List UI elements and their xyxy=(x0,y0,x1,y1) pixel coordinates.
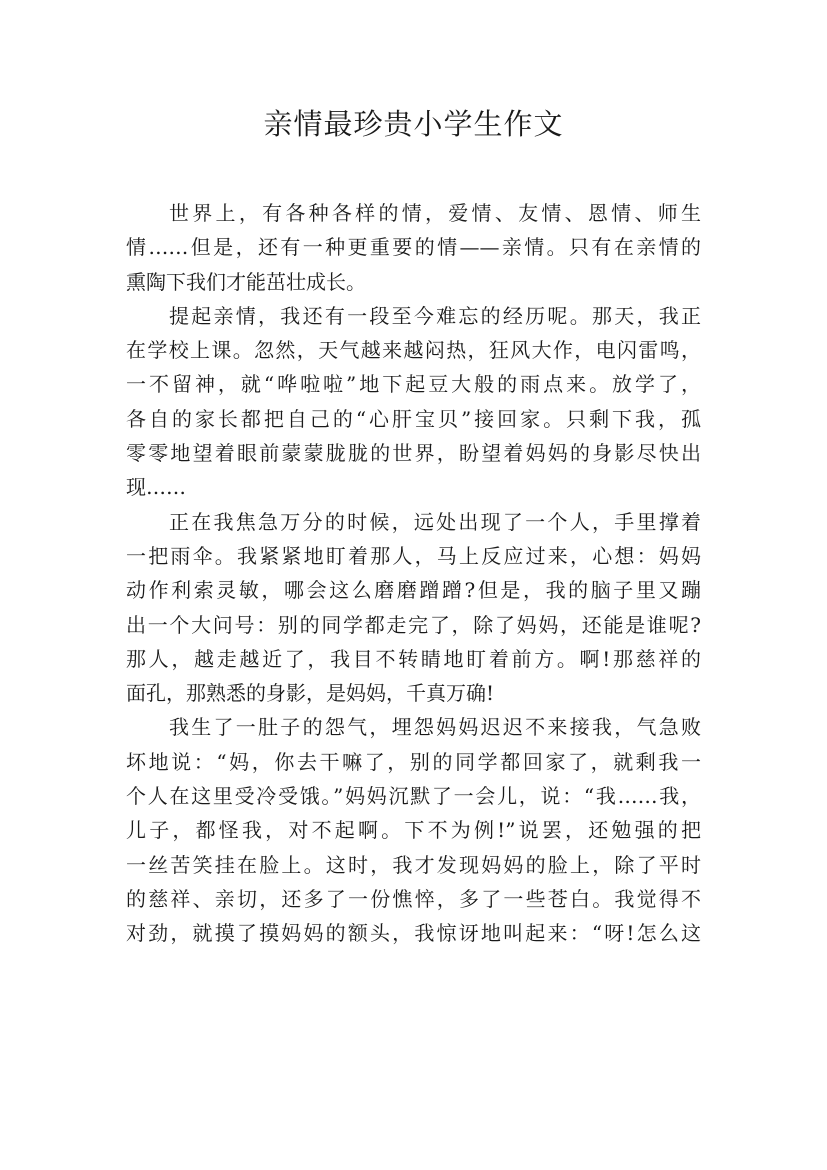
text-line: 世界上，有各种各样的情，爱情、友情、恩情、师生 xyxy=(169,201,701,225)
text-line: 情……但是，还有一种更重要的情——亲情。只有在亲情的 xyxy=(126,235,701,260)
text-line: 现…… xyxy=(126,475,186,500)
article-body xyxy=(126,196,701,951)
text-line: 零零地望着眼前蒙蒙胧胧的世界，盼望着妈妈的身影尽快出 xyxy=(126,441,701,466)
text-line: 提起亲情，我还有一段至今难忘的经历呢。那天，我正 xyxy=(169,303,701,328)
text-line: 一丝苦笑挂在脸上。这时，我才发现妈妈的脸上，除了平时 xyxy=(126,852,701,877)
text-line: 个人在这里受冷受饿。”妈妈沉默了一会儿，说：“我……我， xyxy=(126,784,701,809)
text-line: 各自的家长都把自己的“心肝宝贝”接回家。只剩下我，孤 xyxy=(126,406,701,431)
text-line: 那人，越走越近了，我目不转睛地盯着前方。啊!那慈祥的 xyxy=(126,646,701,671)
text-line: 对劲，就摸了摸妈妈的额头，我惊讶地叫起来：“呀!怎么这 xyxy=(126,921,701,946)
text-line: 的慈祥、亲切，还多了一份憔悴，多了一些苍白。我觉得不 xyxy=(126,886,701,911)
text-line: 面孔，那熟悉的身影，是妈妈，千真万确! xyxy=(126,681,495,706)
text-line: 一把雨伞。我紧紧地盯着那人，马上反应过来，心想：妈妈 xyxy=(126,543,701,568)
text-line: 一不留神，就“哗啦啦”地下起豆大般的雨点来。放学了， xyxy=(126,372,701,397)
text-line: 坏地说：“妈，你去干嘛了，别的同学都回家了，就剩我一 xyxy=(126,749,701,774)
text-line: 我生了一肚子的怨气，埋怨妈妈迟迟不来接我，气急败 xyxy=(169,715,701,740)
document-title: 亲情最珍贵小学生作文 xyxy=(263,107,564,141)
text-line: 在学校上课。忽然，天气越来越闷热，狂风大作，电闪雷鸣， xyxy=(126,338,701,363)
text-line: 儿子，都怪我，对不起啊。下不为例!”说罢，还勉强的把 xyxy=(126,818,701,843)
text-line: 出一个大问号：别的同学都走完了，除了妈妈，还能是谁呢? xyxy=(126,612,701,637)
text-line: 熏陶下我们才能茁壮成长。 xyxy=(126,269,366,294)
text-line: 动作利索灵敏，哪会这么磨磨蹭蹭?但是，我的脑子里又蹦 xyxy=(126,578,701,603)
text-line: 正在我焦急万分的时候，远处出现了一个人，手里撑着 xyxy=(169,509,701,534)
